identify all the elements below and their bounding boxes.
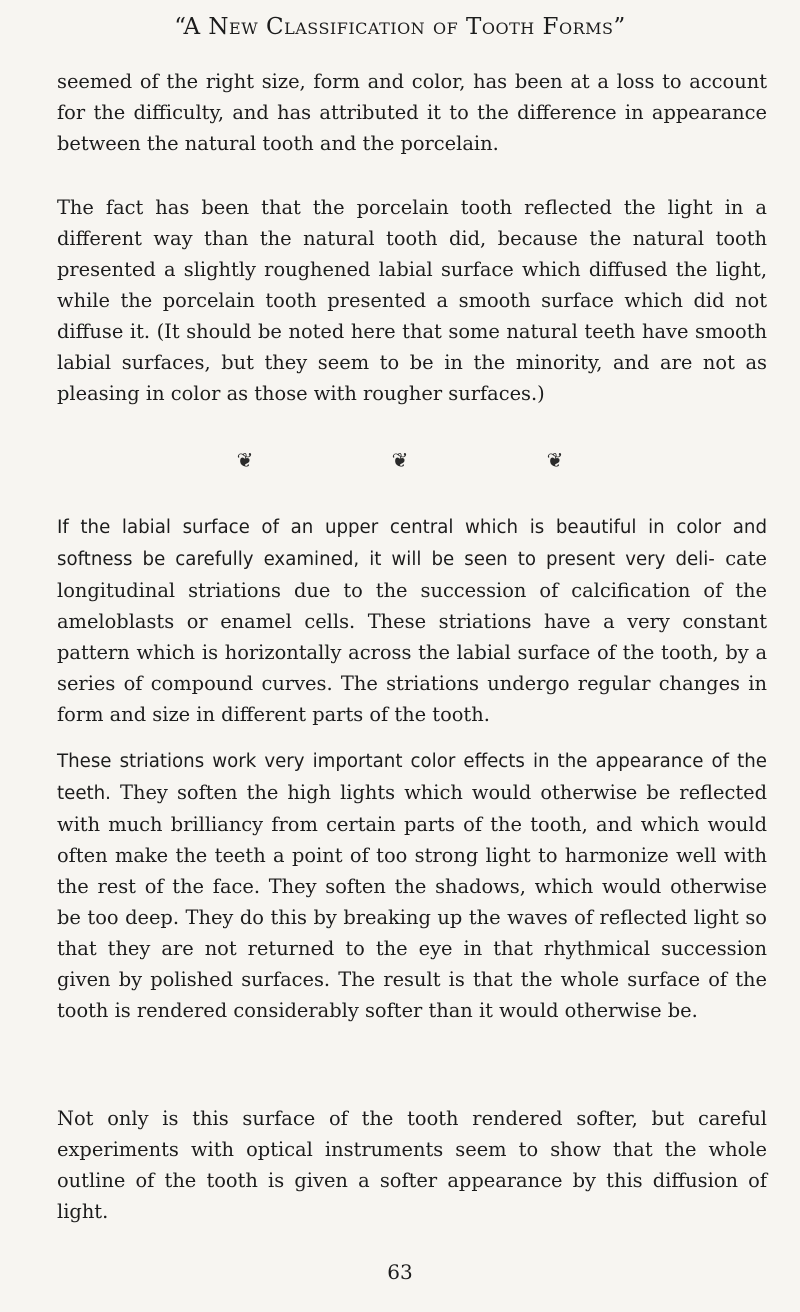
paragraph-2: The fact has been that the porcelain tooth reflected the light in a different way than the natural tooth did, because the natural tooth presented a slightly roughened labial surface which diffused the light, while the porcelain tooth presented a smooth surface which did not diffuse it. (It should be noted here that some natural teeth have smooth labial surfaces, but they seem to be in the minority, and are not as pleasing in color as those with rougher surfaces.) (57, 196, 767, 405)
running-head: “A New Classification of Tooth Forms” (174, 14, 626, 40)
fleuron-icon: ❦ (546, 448, 564, 472)
fleuron-icon: ❦ (391, 448, 409, 472)
paragraph-4-body: They soften the high lights which would otherwise be reflected with much brilliancy from certain parts of the tooth, and which would often make the teeth a point of too strong light to harmonize well with the rest of the face. They soften the shadows, which would otherwise be too deep. They do this by breaking up the waves of reflected light so that they are not returned to the eye in that rhythmical succession given by polished surfaces. The result is that the whole surface of the tooth is rendered considerably softer than it would otherwise be. (57, 781, 767, 1022)
paragraph-1: seemed of the right size, form and color, has been at a loss to account for the difficulty, and has attributed it to the difference in appearance between the natural tooth and the porcelain. (57, 70, 767, 155)
paragraph-3-body: cate longitudinal striations due to the succession of calcification of the ameloblasts or enamel cells. These striations have a very constant pattern which is horizontally across the labial surface of the tooth, by a series of compound curves. The striations undergo regular changes in form and size in different parts of the tooth. (57, 547, 767, 726)
page-number: 63 (387, 1260, 413, 1284)
paragraph-3-lead: If the labial surface of an upper central which is beautiful in color and softness be carefully examined, it will be seen to present very deli- (57, 517, 767, 570)
paragraph-4 (57, 745, 767, 1026)
fleuron-icon: ❦ (236, 448, 254, 472)
paragraph-5: Not only is this surface of the tooth rendered softer, but careful experiments with optical instruments seem to show that the whole outline of the tooth is given a softer appearance by this diffusion of light. (57, 1107, 767, 1223)
paragraph-4-lead: These striations work very important color effects in the appearance of the teeth. (57, 751, 767, 804)
section-break (0, 448, 800, 472)
paragraph-3 (57, 511, 767, 730)
